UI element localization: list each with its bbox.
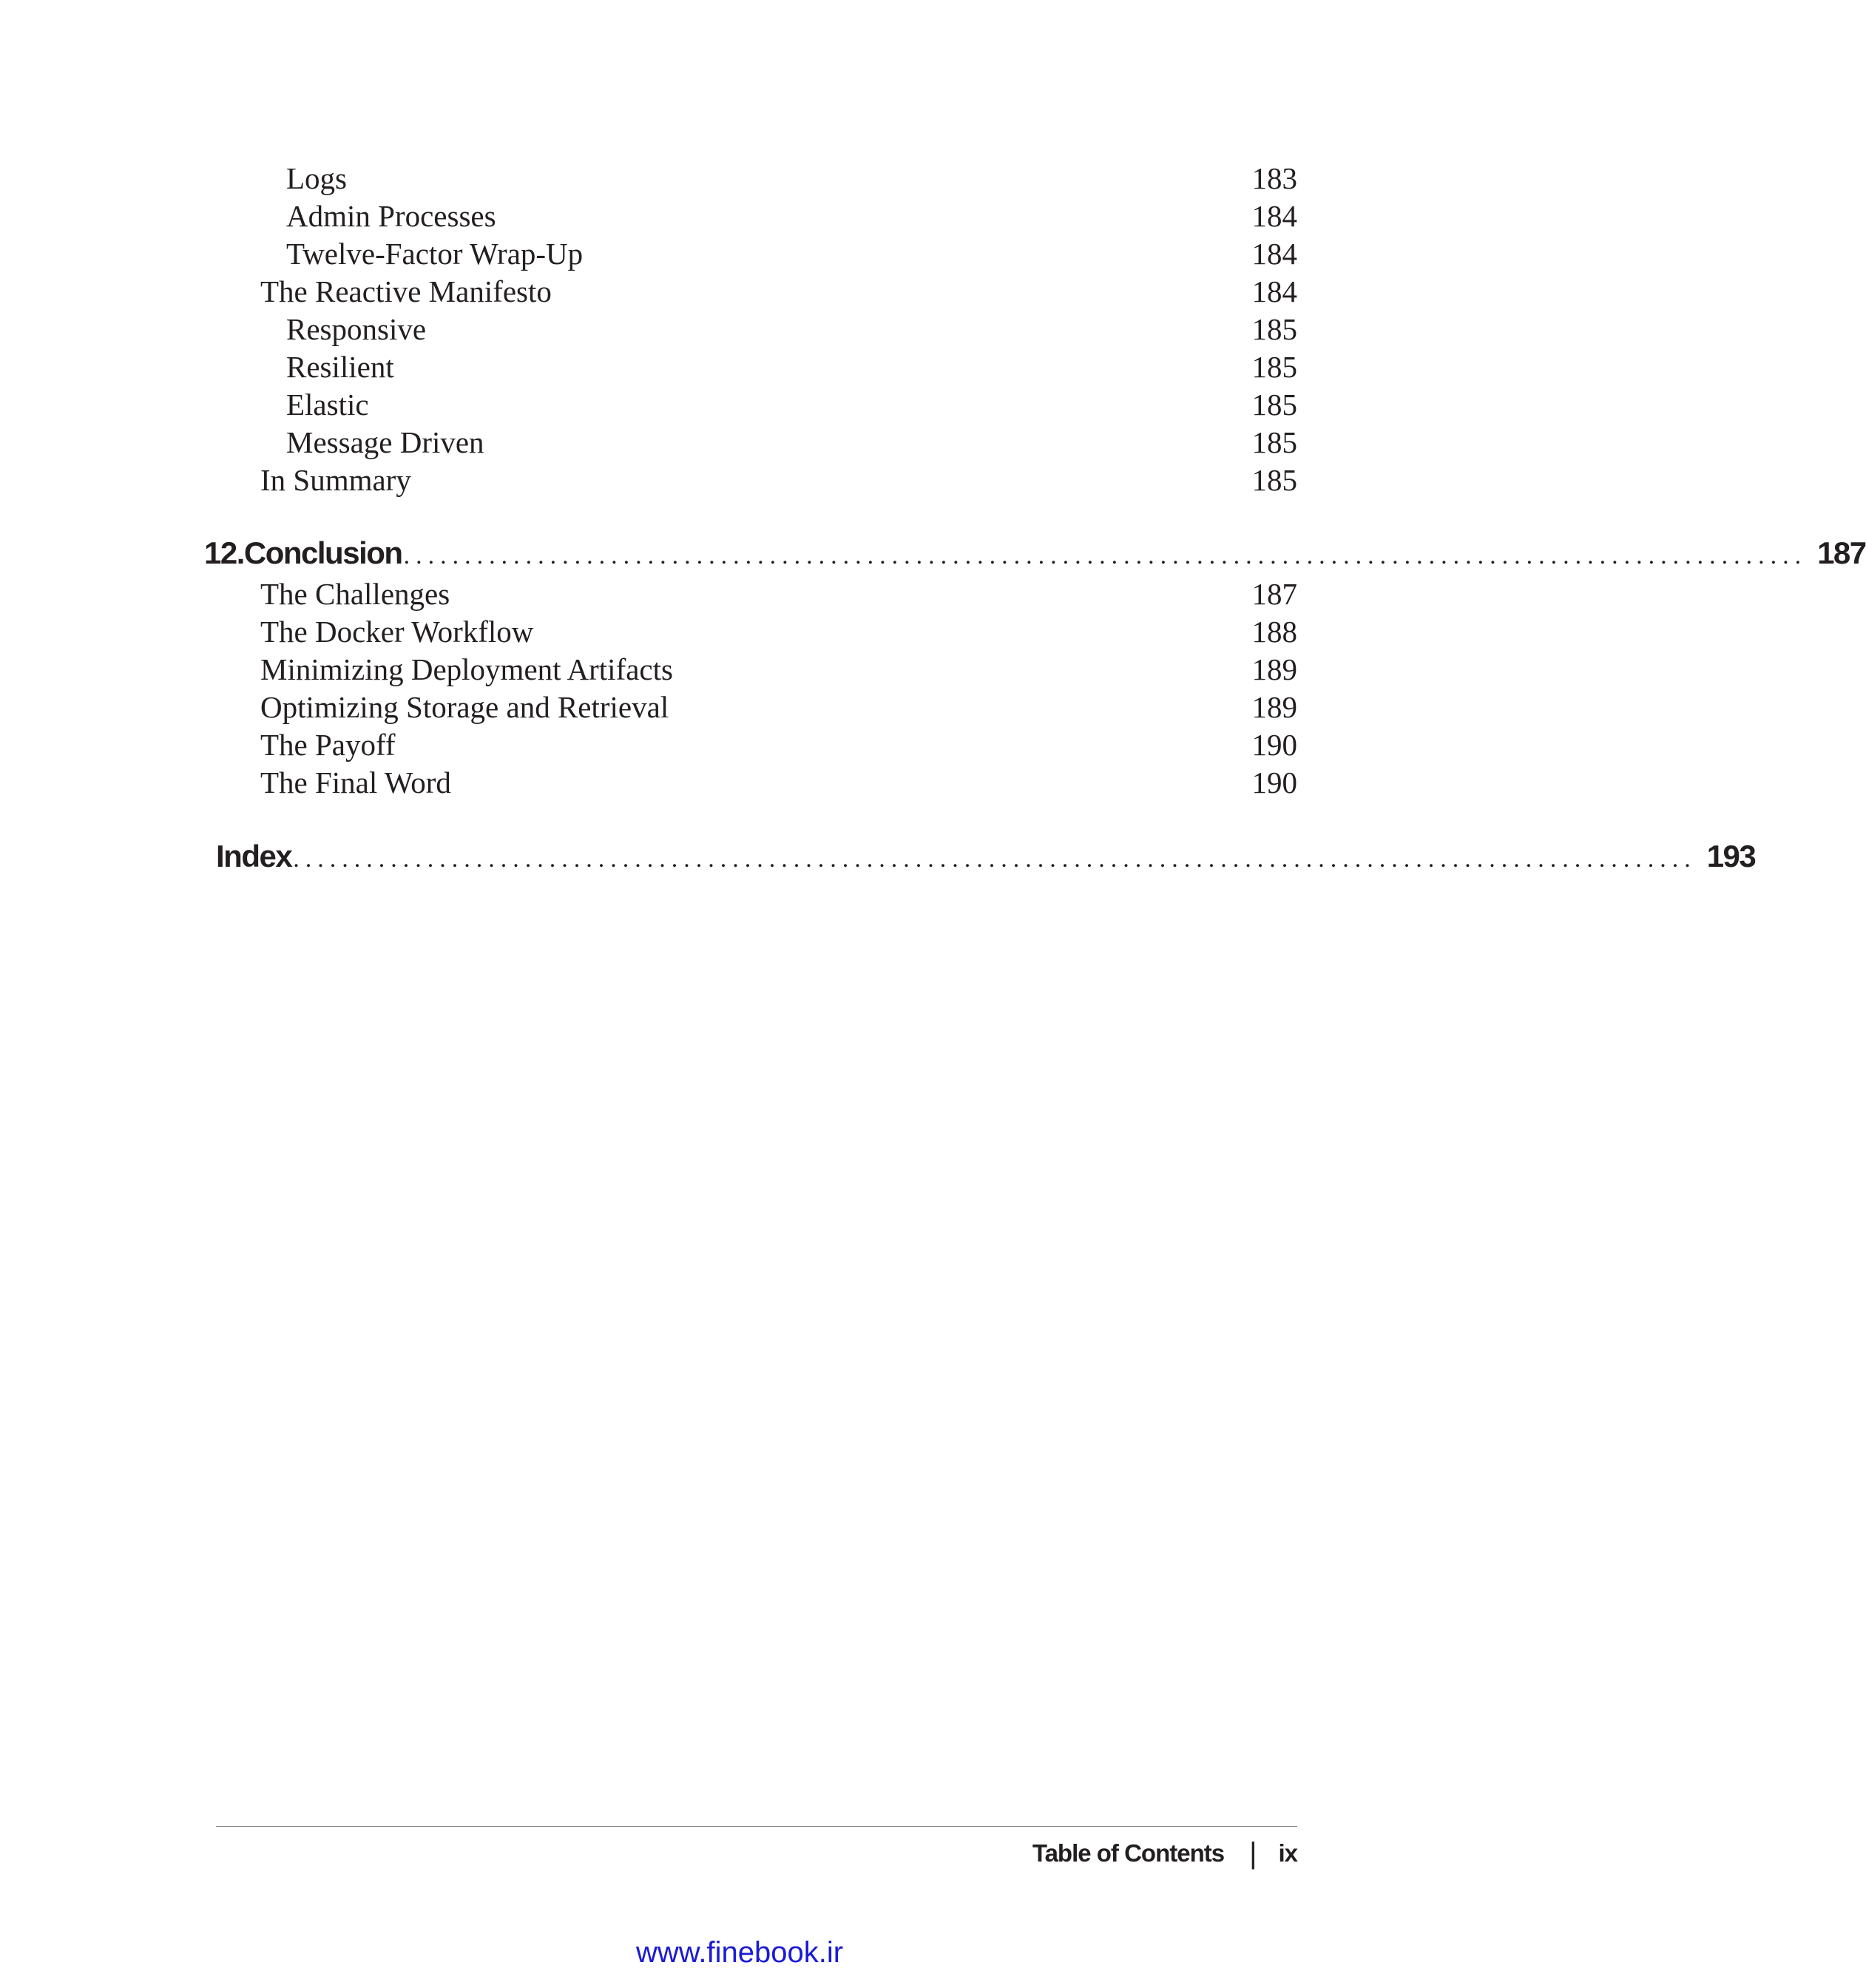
toc-entry-label: Message Driven <box>286 425 484 459</box>
footer-section-title: Table of Contents <box>1032 1839 1225 1867</box>
toc-entry-page: 184 <box>1251 199 1297 233</box>
toc-entry-page: 190 <box>1251 728 1297 762</box>
toc-entry-page: 185 <box>1251 388 1297 422</box>
toc-entry-page: 184 <box>1251 274 1297 308</box>
toc-entry-label: Minimizing Deployment Artifacts <box>260 652 673 686</box>
chapter-page: 187 <box>1817 535 1866 570</box>
watermark-link[interactable]: www.finebook.ir <box>635 1936 844 1969</box>
toc-entry-label: The Final Word <box>260 765 451 799</box>
chapter-heading[interactable] <box>204 531 1866 575</box>
index-page: 193 <box>1706 839 1756 873</box>
toc-entry-page: 189 <box>1251 652 1297 686</box>
toc-entry-label: Optimizing Storage and Retrieval <box>260 690 669 724</box>
toc-entry-label: Elastic <box>286 388 369 422</box>
toc-entry-label: Logs <box>286 161 347 195</box>
toc-entry-label: Responsive <box>286 312 427 346</box>
toc-entry-label: Resilient <box>286 350 394 384</box>
toc-entry-page: 185 <box>1251 312 1297 346</box>
toc-entry-page: 185 <box>1251 425 1297 459</box>
toc-entry-page: 185 <box>1251 350 1297 384</box>
toc-entry-label: Twelve-Factor Wrap-Up <box>286 237 584 271</box>
footer-rule <box>216 1826 1297 1827</box>
toc-entry-label: The Challenges <box>260 577 450 611</box>
index-heading[interactable] <box>216 834 1756 879</box>
toc-entry-page: 190 <box>1251 765 1297 799</box>
toc-entry-page: 188 <box>1251 615 1297 649</box>
dot-leader: ................................................................................................................... <box>293 845 1697 873</box>
toc-entry-label: In Summary <box>260 463 411 497</box>
toc-entry-label: The Reactive Manifesto <box>260 274 552 308</box>
index-title: Index <box>216 839 292 873</box>
toc-entry-label: The Docker Workflow <box>260 615 534 649</box>
toc-entry-page: 189 <box>1251 690 1297 724</box>
page-footer <box>1032 1833 1297 1874</box>
toc-entry-page: 187 <box>1251 577 1297 611</box>
toc-entry-label: The Payoff <box>260 728 396 762</box>
dot-leader: ................................................................................................................... <box>403 542 1808 569</box>
chapter-number: 12. <box>204 535 244 570</box>
toc-entry-page: 184 <box>1251 237 1297 271</box>
toc-entry-page: 183 <box>1251 161 1297 195</box>
footer-page-number: ix <box>1278 1839 1297 1867</box>
toc-entry-page: 185 <box>1251 463 1297 497</box>
chapter-title: Conclusion <box>243 535 402 570</box>
footer-separator: | <box>1249 1837 1257 1870</box>
toc-entry-label: Admin Processes <box>286 199 496 233</box>
